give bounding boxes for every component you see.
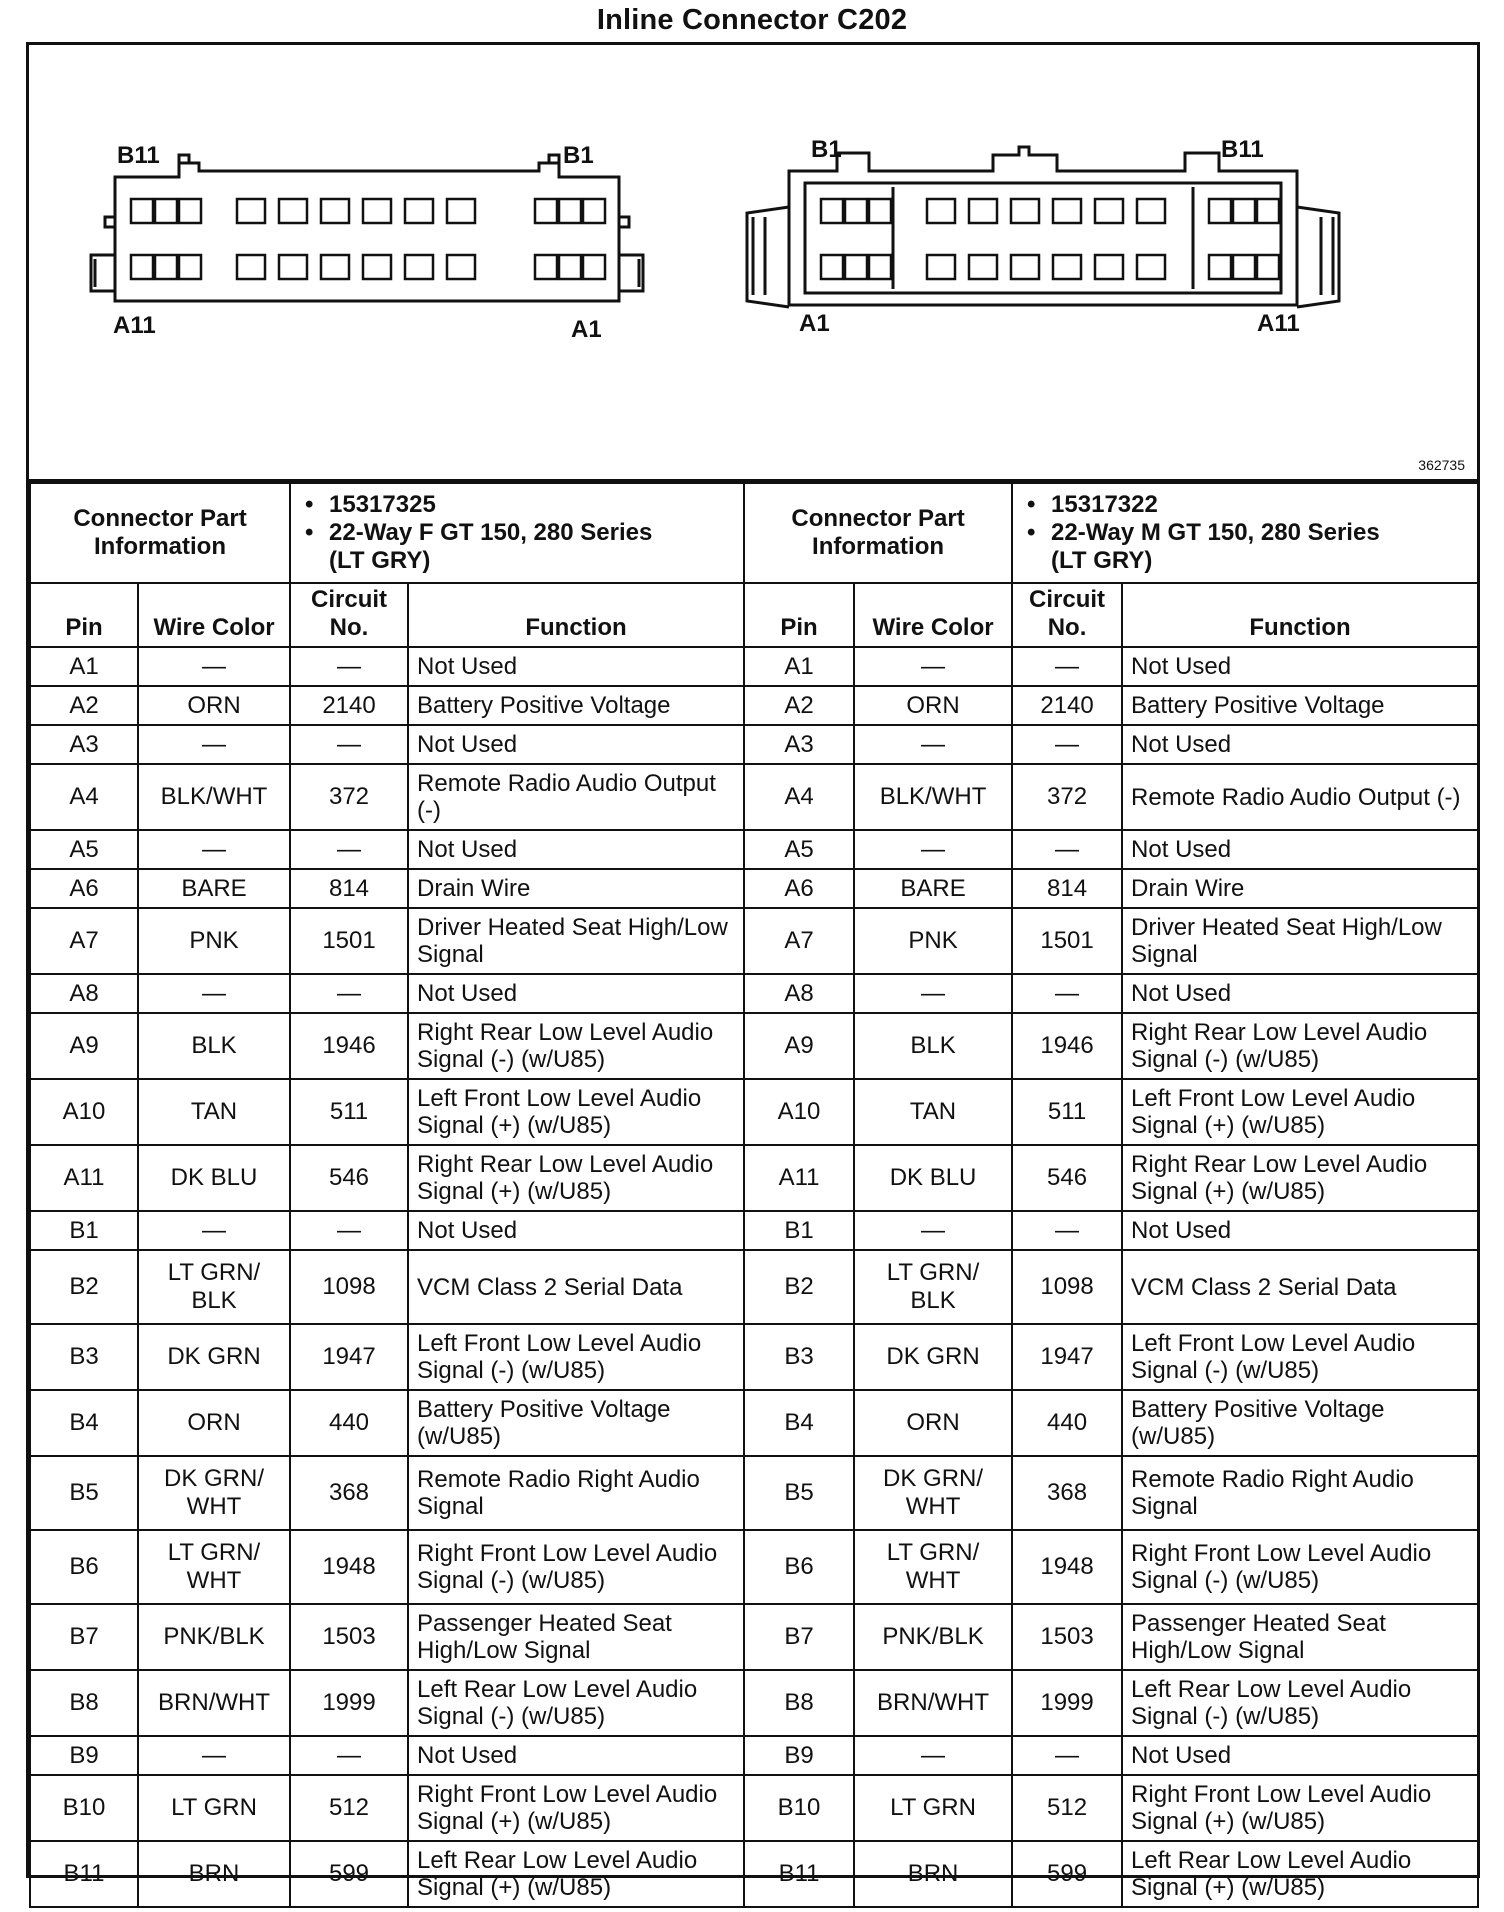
pin-cell: B11 xyxy=(30,1841,138,1907)
table-row xyxy=(30,1211,1478,1250)
male-label-a1: A1 xyxy=(799,310,830,337)
pin-cell: B7 xyxy=(30,1604,138,1670)
wire-color-cell: — xyxy=(138,1211,290,1250)
pin-cell: B8 xyxy=(30,1670,138,1736)
pin-cell: A2 xyxy=(30,686,138,725)
circuit-cell: 440 xyxy=(290,1390,408,1456)
function-cell: Right Rear Low Level Audio Signal (-) (w/U85) xyxy=(408,1013,744,1079)
function-cell: Left Rear Low Level Audio Signal (-) (w/U85) xyxy=(1122,1670,1478,1736)
female-label-b1: B1 xyxy=(563,142,594,169)
circuit-cell: 1098 xyxy=(1012,1250,1122,1324)
circuit-cell: — xyxy=(290,725,408,764)
pin-cell: B8 xyxy=(744,1670,854,1736)
function-cell: Not Used xyxy=(1122,830,1478,869)
circuit-cell: 1503 xyxy=(1012,1604,1122,1670)
pin-cell: B10 xyxy=(744,1775,854,1841)
function-cell: Not Used xyxy=(408,974,744,1013)
function-cell: Left Rear Low Level Audio Signal (-) (w/U85) xyxy=(408,1670,744,1736)
function-cell: Not Used xyxy=(1122,725,1478,764)
connector-info-row xyxy=(30,483,1478,583)
pin-cell: B4 xyxy=(30,1390,138,1456)
pin-cell: A9 xyxy=(744,1013,854,1079)
table-row xyxy=(30,686,1478,725)
circuit-cell: 1947 xyxy=(1012,1324,1122,1390)
circuit-cell: 1948 xyxy=(1012,1530,1122,1604)
circuit-cell: 1946 xyxy=(290,1013,408,1079)
circuit-cell: 546 xyxy=(290,1145,408,1211)
pin-cell: A8 xyxy=(30,974,138,1013)
wire-color-cell: — xyxy=(138,1736,290,1775)
function-cell: Not Used xyxy=(408,1211,744,1250)
function-cell: Battery Positive Voltage xyxy=(408,686,744,725)
circuit-cell: 1098 xyxy=(290,1250,408,1324)
circuit-cell: — xyxy=(1012,830,1122,869)
pin-cell: A1 xyxy=(744,647,854,686)
circuit-cell: — xyxy=(290,1211,408,1250)
pin-cell: B9 xyxy=(744,1736,854,1775)
wire-color-cell: PNK/BLK xyxy=(854,1604,1012,1670)
table-row xyxy=(30,869,1478,908)
circuit-cell: 1501 xyxy=(290,908,408,974)
table-row xyxy=(30,647,1478,686)
pin-cell: B6 xyxy=(744,1530,854,1604)
circuit-cell: 1999 xyxy=(1012,1670,1122,1736)
column-header-row xyxy=(30,583,1478,647)
pin-cell: A5 xyxy=(30,830,138,869)
table-row xyxy=(30,974,1478,1013)
header-wire-right: Wire Color xyxy=(854,583,1012,647)
table-row xyxy=(30,1736,1478,1775)
pin-cell: B9 xyxy=(30,1736,138,1775)
function-cell: VCM Class 2 Serial Data xyxy=(1122,1250,1478,1324)
function-cell: Not Used xyxy=(408,647,744,686)
wire-color-cell: PNK xyxy=(138,908,290,974)
wire-color-cell: LT GRN/ WHT xyxy=(138,1530,290,1604)
connector-diagram xyxy=(29,45,1477,482)
circuit-cell: 372 xyxy=(1012,764,1122,830)
male-connector-drawing xyxy=(747,147,1339,307)
circuit-cell: — xyxy=(290,1736,408,1775)
left-color: (LT GRY) xyxy=(329,547,431,574)
wire-color-cell: DK BLU xyxy=(854,1145,1012,1211)
function-cell: Battery Positive Voltage (w/U85) xyxy=(408,1390,744,1456)
circuit-cell: — xyxy=(1012,725,1122,764)
wire-color-cell: DK GRN xyxy=(854,1324,1012,1390)
circuit-cell: 599 xyxy=(1012,1841,1122,1907)
function-cell: Remote Radio Audio Output (-) xyxy=(1122,764,1478,830)
pin-cell: B1 xyxy=(744,1211,854,1250)
circuit-cell: 1503 xyxy=(290,1604,408,1670)
circuit-cell: 372 xyxy=(290,764,408,830)
table-row xyxy=(30,1079,1478,1145)
function-cell: Right Front Low Level Audio Signal (-) (w/U85) xyxy=(1122,1530,1478,1604)
wire-color-cell: ORN xyxy=(854,686,1012,725)
wire-color-cell: BRN/WHT xyxy=(854,1670,1012,1736)
function-cell: Right Rear Low Level Audio Signal (+) (w/U85) xyxy=(1122,1145,1478,1211)
wire-color-cell: PNK xyxy=(854,908,1012,974)
wire-color-cell: BLK xyxy=(854,1013,1012,1079)
wire-color-cell: TAN xyxy=(854,1079,1012,1145)
wire-color-cell: BRN xyxy=(138,1841,290,1907)
left-description: • 22-Way F GT 150, 280 Series xyxy=(329,519,735,547)
male-label-a11: A11 xyxy=(1257,310,1300,337)
male-label-b1: B1 xyxy=(811,136,842,163)
function-cell: Remote Radio Right Audio Signal xyxy=(408,1456,744,1530)
wire-color-cell: BRN/WHT xyxy=(138,1670,290,1736)
female-label-a11: A11 xyxy=(113,312,156,339)
header-function-right: Function xyxy=(1122,583,1478,647)
circuit-cell: — xyxy=(290,974,408,1013)
header-circuit-left: Circuit No. xyxy=(290,583,408,647)
wire-color-cell: LT GRN xyxy=(138,1775,290,1841)
wire-color-cell: BRN xyxy=(854,1841,1012,1907)
circuit-cell: 2140 xyxy=(290,686,408,725)
pin-cell: A8 xyxy=(744,974,854,1013)
function-cell: Drain Wire xyxy=(408,869,744,908)
function-cell: Battery Positive Voltage (w/U85) xyxy=(1122,1390,1478,1456)
circuit-cell: 1501 xyxy=(1012,908,1122,974)
wire-color-cell: — xyxy=(854,1736,1012,1775)
table-row xyxy=(30,1250,1478,1324)
wire-color-cell: PNK/BLK xyxy=(138,1604,290,1670)
pin-cell: B2 xyxy=(30,1250,138,1324)
table-row xyxy=(30,725,1478,764)
circuit-cell: 2140 xyxy=(1012,686,1122,725)
wire-color-cell: — xyxy=(854,647,1012,686)
function-cell: Drain Wire xyxy=(1122,869,1478,908)
table-row xyxy=(30,1324,1478,1390)
wire-color-cell: DK GRN/ WHT xyxy=(138,1456,290,1530)
pin-cell: A11 xyxy=(744,1145,854,1211)
wire-color-cell: DK BLU xyxy=(138,1145,290,1211)
table-row xyxy=(30,1390,1478,1456)
pin-cell: B3 xyxy=(30,1324,138,1390)
table-row xyxy=(30,1670,1478,1736)
page-title: Inline Connector C202 xyxy=(596,4,908,36)
header-wire-left: Wire Color xyxy=(138,583,290,647)
wire-color-cell: LT GRN/ BLK xyxy=(854,1250,1012,1324)
connector-drawings xyxy=(29,45,1477,479)
table-row xyxy=(30,1775,1478,1841)
circuit-cell: 368 xyxy=(1012,1456,1122,1530)
function-cell: Left Rear Low Level Audio Signal (+) (w/U85) xyxy=(408,1841,744,1907)
pin-cell: B4 xyxy=(744,1390,854,1456)
function-cell: Battery Positive Voltage xyxy=(1122,686,1478,725)
circuit-cell: 814 xyxy=(1012,869,1122,908)
circuit-cell: 512 xyxy=(1012,1775,1122,1841)
function-cell: Passenger Heated Seat High/Low Signal xyxy=(1122,1604,1478,1670)
function-cell: VCM Class 2 Serial Data xyxy=(408,1250,744,1324)
header-pin-right: Pin xyxy=(744,583,854,647)
circuit-cell: — xyxy=(290,647,408,686)
function-cell: Right Front Low Level Audio Signal (+) (w/U85) xyxy=(1122,1775,1478,1841)
circuit-cell: — xyxy=(1012,1736,1122,1775)
left-part-number: • 15317325 xyxy=(329,491,735,519)
wire-color-cell: ORN xyxy=(138,686,290,725)
table-row xyxy=(30,1013,1478,1079)
wire-color-cell: LT GRN/ WHT xyxy=(854,1530,1012,1604)
function-cell: Passenger Heated Seat High/Low Signal xyxy=(408,1604,744,1670)
pin-cell: B11 xyxy=(744,1841,854,1907)
pin-cell: A10 xyxy=(30,1079,138,1145)
pin-cell: B3 xyxy=(744,1324,854,1390)
circuit-cell: 368 xyxy=(290,1456,408,1530)
pin-cell: A4 xyxy=(744,764,854,830)
wire-color-cell: DK GRN/ WHT xyxy=(854,1456,1012,1530)
function-cell: Right Rear Low Level Audio Signal (-) (w/U85) xyxy=(1122,1013,1478,1079)
function-cell: Not Used xyxy=(1122,1211,1478,1250)
table-row xyxy=(30,1604,1478,1670)
table-row xyxy=(30,1841,1478,1907)
pin-cell: A11 xyxy=(30,1145,138,1211)
wire-color-cell: — xyxy=(138,974,290,1013)
circuit-cell: 599 xyxy=(290,1841,408,1907)
wire-color-cell: ORN xyxy=(854,1390,1012,1456)
circuit-cell: — xyxy=(1012,974,1122,1013)
pin-cell: A10 xyxy=(744,1079,854,1145)
circuit-cell: 546 xyxy=(1012,1145,1122,1211)
pin-cell: A2 xyxy=(744,686,854,725)
circuit-cell: 511 xyxy=(1012,1079,1122,1145)
wire-color-cell: — xyxy=(138,725,290,764)
table-row xyxy=(30,1145,1478,1211)
function-cell: Driver Heated Seat High/Low Signal xyxy=(408,908,744,974)
wire-color-cell: LT GRN/ BLK xyxy=(138,1250,290,1324)
wire-color-cell: ORN xyxy=(138,1390,290,1456)
wire-color-cell: BARE xyxy=(138,869,290,908)
table-row xyxy=(30,908,1478,974)
pin-cell: B2 xyxy=(744,1250,854,1324)
function-cell: Left Front Low Level Audio Signal (-) (w/U85) xyxy=(408,1324,744,1390)
wire-color-cell: — xyxy=(854,830,1012,869)
pin-cell: A5 xyxy=(744,830,854,869)
pin-cell: A3 xyxy=(30,725,138,764)
circuit-cell: — xyxy=(1012,1211,1122,1250)
circuit-cell: 512 xyxy=(290,1775,408,1841)
function-cell: Not Used xyxy=(408,1736,744,1775)
male-label-b11: B11 xyxy=(1221,136,1264,163)
female-label-a1: A1 xyxy=(571,316,602,343)
pin-cell: A7 xyxy=(744,908,854,974)
function-cell: Left Rear Low Level Audio Signal (+) (w/U85) xyxy=(1122,1841,1478,1907)
wire-color-cell: — xyxy=(138,647,290,686)
circuit-cell: 511 xyxy=(290,1079,408,1145)
left-part-info xyxy=(290,483,744,583)
function-cell: Not Used xyxy=(1122,1736,1478,1775)
right-info-label: Connector Part Information xyxy=(744,483,1012,583)
function-cell: Right Front Low Level Audio Signal (-) (w/U85) xyxy=(408,1530,744,1604)
male-cavities xyxy=(821,199,1279,279)
function-cell: Driver Heated Seat High/Low Signal xyxy=(1122,908,1478,974)
table-row xyxy=(30,1530,1478,1604)
wire-color-cell: DK GRN xyxy=(138,1324,290,1390)
right-part-number: • 15317322 xyxy=(1051,491,1469,519)
circuit-cell: 814 xyxy=(290,869,408,908)
pin-cell: A7 xyxy=(30,908,138,974)
circuit-cell: — xyxy=(290,830,408,869)
function-cell: Left Front Low Level Audio Signal (+) (w/U85) xyxy=(408,1079,744,1145)
function-cell: Left Front Low Level Audio Signal (-) (w/U85) xyxy=(1122,1324,1478,1390)
pin-cell: A6 xyxy=(30,869,138,908)
right-part-info xyxy=(1012,483,1478,583)
header-pin-left: Pin xyxy=(30,583,138,647)
wire-color-cell: BLK/WHT xyxy=(138,764,290,830)
function-cell: Not Used xyxy=(1122,974,1478,1013)
wire-color-cell: — xyxy=(854,725,1012,764)
pin-cell: B10 xyxy=(30,1775,138,1841)
header-function-left: Function xyxy=(408,583,744,647)
female-cavities xyxy=(131,199,605,279)
table-row xyxy=(30,830,1478,869)
pin-cell: B6 xyxy=(30,1530,138,1604)
function-cell: Remote Radio Audio Output (-) xyxy=(408,764,744,830)
left-info-label: Connector Part Information xyxy=(30,483,290,583)
pin-cell: A3 xyxy=(744,725,854,764)
header-circuit-right: Circuit No. xyxy=(1012,583,1122,647)
wire-color-cell: — xyxy=(138,830,290,869)
pin-cell: A9 xyxy=(30,1013,138,1079)
table-row xyxy=(30,1456,1478,1530)
wire-color-cell: BLK xyxy=(138,1013,290,1079)
right-color: (LT GRY) xyxy=(1051,547,1153,574)
function-cell: Not Used xyxy=(408,830,744,869)
pin-cell: B5 xyxy=(744,1456,854,1530)
wire-color-cell: TAN xyxy=(138,1079,290,1145)
wire-color-cell: — xyxy=(854,974,1012,1013)
function-cell: Not Used xyxy=(408,725,744,764)
pin-cell: A4 xyxy=(30,764,138,830)
female-label-b11: B11 xyxy=(117,142,160,169)
circuit-cell: 1946 xyxy=(1012,1013,1122,1079)
circuit-cell: 1947 xyxy=(290,1324,408,1390)
function-cell: Remote Radio Right Audio Signal xyxy=(1122,1456,1478,1530)
connector-sheet xyxy=(26,42,1480,1901)
circuit-cell: 1999 xyxy=(290,1670,408,1736)
wire-color-cell: LT GRN xyxy=(854,1775,1012,1841)
wire-color-cell: BARE xyxy=(854,869,1012,908)
pin-cell: B5 xyxy=(30,1456,138,1530)
function-cell: Right Rear Low Level Audio Signal (+) (w/U85) xyxy=(408,1145,744,1211)
pin-cell: B7 xyxy=(744,1604,854,1670)
circuit-cell: 1948 xyxy=(290,1530,408,1604)
pinout-table xyxy=(29,482,1479,1908)
figure-id: 362735 xyxy=(1418,457,1465,473)
table-row xyxy=(30,764,1478,830)
pin-cell: A6 xyxy=(744,869,854,908)
wire-color-cell: — xyxy=(854,1211,1012,1250)
function-cell: Left Front Low Level Audio Signal (+) (w/U85) xyxy=(1122,1079,1478,1145)
pin-cell: A1 xyxy=(30,647,138,686)
pin-cell: B1 xyxy=(30,1211,138,1250)
wire-color-cell: BLK/WHT xyxy=(854,764,1012,830)
right-description: • 22-Way M GT 150, 280 Series xyxy=(1051,519,1469,547)
function-cell: Not Used xyxy=(1122,647,1478,686)
function-cell: Right Front Low Level Audio Signal (+) (w/U85) xyxy=(408,1775,744,1841)
circuit-cell: 440 xyxy=(1012,1390,1122,1456)
circuit-cell: — xyxy=(1012,647,1122,686)
